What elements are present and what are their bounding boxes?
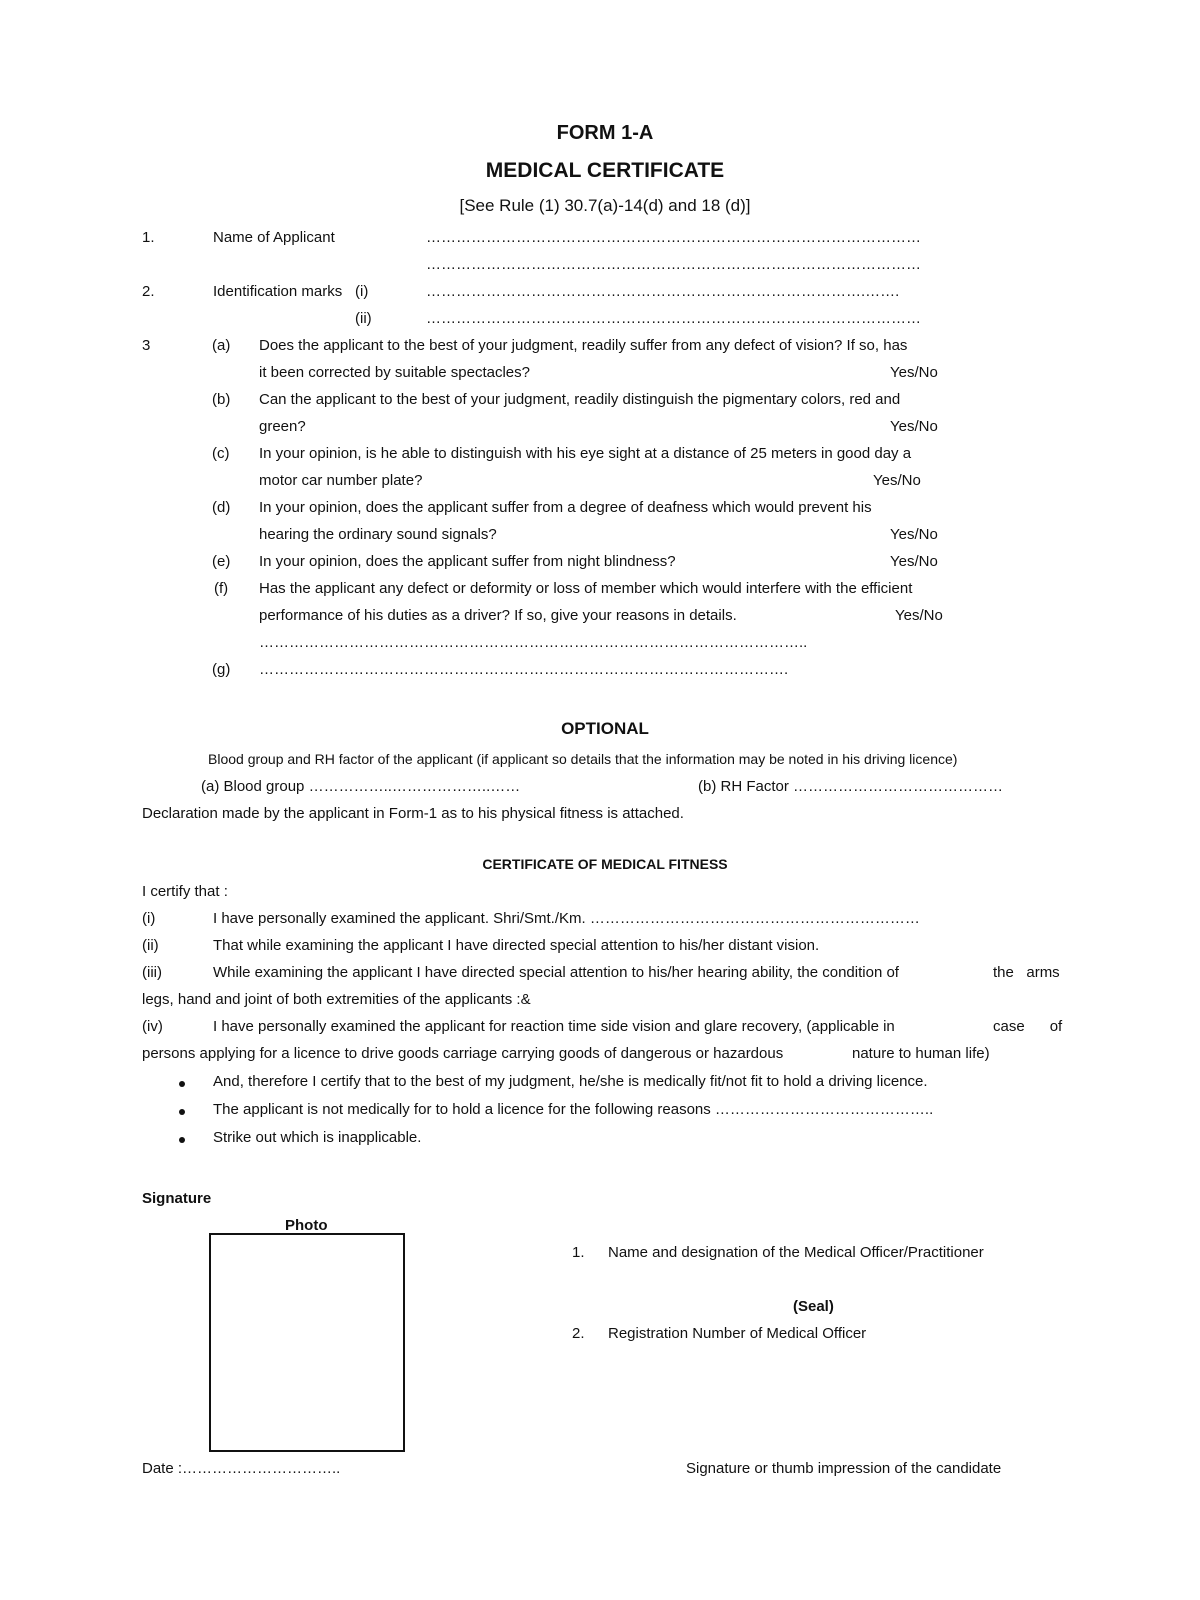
- q3d-text-line1: In your opinion, does the applicant suffer from a degree of deafness which would prevent his: [259, 499, 872, 516]
- q3f-reasons-line[interactable]: ………………………………………………………………………………………………..: [259, 634, 808, 651]
- q3e-label: (e): [212, 553, 231, 570]
- q3g-line[interactable]: …………………………………………………………………………………………….: [259, 661, 789, 678]
- optional-heading: OPTIONAL: [561, 719, 649, 738]
- q2-sub-i: (i): [355, 283, 369, 300]
- officer-item-number: 1.: [572, 1244, 585, 1261]
- cert-i-number: (i): [142, 910, 156, 927]
- q2-number: 2.: [142, 283, 155, 300]
- q3c-answer[interactable]: Yes/No: [873, 472, 921, 489]
- candidate-signature[interactable]: Signature or thumb impression of the candidate: [686, 1460, 1002, 1477]
- cert-iii-text: While examining the applicant I have directed special attention to his/her hearing ability, the condition of: [213, 964, 899, 981]
- q3a-answer[interactable]: Yes/No: [890, 364, 938, 381]
- date-field[interactable]: Date :…………………………..: [142, 1460, 341, 1477]
- q3a-text-line2: it been corrected by suitable spectacles?: [259, 364, 530, 381]
- q3b-answer[interactable]: Yes/No: [890, 418, 938, 435]
- q3d-answer[interactable]: Yes/No: [890, 526, 938, 543]
- form-number: FORM 1-A: [556, 122, 654, 144]
- q2-label: Identification marks: [213, 283, 343, 300]
- q2-sub-ii: (ii): [355, 310, 372, 327]
- seal-label: (Seal): [793, 1298, 834, 1315]
- bullet-1: [179, 1081, 185, 1087]
- q3d-text-line2: hearing the ordinary sound signals?: [259, 526, 497, 543]
- q3a-text-line1: Does the applicant to the best of your judgment, readily suffer from any defect of vision? If so, has: [259, 337, 908, 354]
- cert-iv-number: (iv): [142, 1018, 163, 1035]
- q1-number: 1.: [142, 229, 155, 246]
- q3f-answer[interactable]: Yes/No: [895, 607, 943, 624]
- officer-name-designation[interactable]: Name and designation of the Medical Officer/Practitioner: [608, 1244, 984, 1261]
- blood-group-field[interactable]: (a) Blood group ……………..………………..……: [201, 778, 521, 795]
- optional-note: Blood group and RH factor of the applicant (if applicant so details that the information may be noted in his driving licence): [208, 751, 958, 767]
- q3a-label: (a): [212, 337, 231, 354]
- q3d-label: (d): [212, 499, 231, 516]
- cert-iv-line2a: persons applying for a licence to drive goods carriage carrying goods of dangerous or hazardous: [142, 1045, 784, 1062]
- q3e-answer[interactable]: Yes/No: [890, 553, 938, 570]
- q1-label: Name of Applicant: [213, 229, 335, 246]
- cert-iv-tail: case of: [993, 1018, 1063, 1035]
- q3f-text-line1: Has the applicant any defect or deformity or loss of member which would interfere with the efficient: [259, 580, 913, 597]
- q3c-label: (c): [212, 445, 230, 462]
- identification-line-2[interactable]: ………………………………………………………………………………………: [426, 310, 921, 327]
- bullet-2: [179, 1109, 185, 1115]
- registration-item-number: 2.: [572, 1325, 585, 1342]
- cert-i-text[interactable]: I have personally examined the applicant. Shri/Smt./Km. …………………………………………………………: [213, 910, 920, 927]
- cert-iii-number: (iii): [142, 964, 162, 981]
- photo-label: Photo: [285, 1217, 328, 1234]
- q3b-label: (b): [212, 391, 231, 408]
- bullet-text-3: Strike out which is inapplicable.: [213, 1129, 422, 1146]
- certify-intro: I certify that :: [142, 883, 228, 900]
- cert-iii-line2: legs, hand and joint of both extremities of the applicants :&: [142, 991, 531, 1008]
- q3c-text-line1: In your opinion, is he able to distinguish with his eye sight at a distance of 25 meters in good day a: [259, 445, 912, 462]
- q3b-text-line1: Can the applicant to the best of your judgment, readily distinguish the pigmentary colors, red and: [259, 391, 901, 408]
- certificate-heading: CERTIFICATE OF MEDICAL FITNESS: [482, 856, 728, 872]
- bullet-text-1: And, therefore I certify that to the best of my judgment, he/she is medically fit/not fit to hold a driving licence.: [213, 1073, 928, 1090]
- q3b-text-line2: green?: [259, 418, 306, 435]
- name-line-2[interactable]: ………………………………………………………………………………………: [426, 256, 921, 273]
- cert-ii-text: That while examining the applicant I have directed special attention to his/her distant vision.: [213, 937, 820, 954]
- bullet-3: [179, 1137, 185, 1143]
- q3e-text-line1: In your opinion, does the applicant suffer from night blindness?: [259, 553, 676, 570]
- name-line-1[interactable]: ………………………………………………………………………………………: [426, 229, 921, 246]
- cert-iv-line2b: nature to human life): [852, 1045, 990, 1062]
- cert-ii-number: (ii): [142, 937, 159, 954]
- form-title: MEDICAL CERTIFICATE: [485, 159, 725, 182]
- identification-line-1[interactable]: …………………………………………………………………………….…….: [426, 283, 900, 300]
- rh-factor-field[interactable]: (b) RH Factor ……………………………………: [698, 778, 1004, 795]
- signature-label: Signature: [142, 1190, 212, 1207]
- q3-number: 3: [142, 337, 151, 354]
- photo-box[interactable]: [209, 1233, 405, 1452]
- q3f-text-line2: performance of his duties as a driver? If so, give your reasons in details.: [259, 607, 737, 624]
- q3g-label: (g): [212, 661, 231, 678]
- q3c-text-line2: motor car number plate?: [259, 472, 423, 489]
- q3f-label: (f): [214, 580, 229, 597]
- cert-iii-tail: the arms: [993, 964, 1060, 981]
- cert-iv-text: I have personally examined the applicant for reaction time side vision and glare recovery, (applicable in: [213, 1018, 895, 1035]
- registration-number[interactable]: Registration Number of Medical Officer: [608, 1325, 867, 1342]
- bullet-text-2[interactable]: The applicant is not medically for to hold a licence for the following reasons ……………………………………..: [213, 1101, 934, 1118]
- rule-reference: [See Rule (1) 30.7(a)-14(d) and 18 (d)]: [459, 196, 751, 215]
- declaration-text: Declaration made by the applicant in Form-1 as to his physical fitness is attached.: [142, 805, 684, 822]
